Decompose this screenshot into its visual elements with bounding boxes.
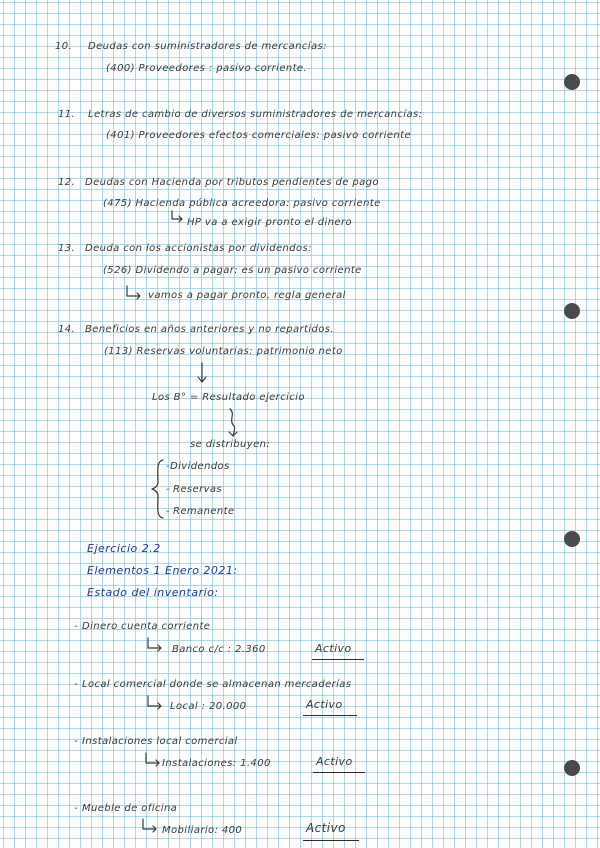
item-note: HP va a exigir pronto el dinero: [187, 217, 353, 228]
arrow-down-icon: [196, 362, 208, 384]
item-title: Beneficios en años anteriores y no repartidos.: [85, 324, 334, 335]
asset-type: Activo: [306, 821, 346, 835]
item-detail: (526) Dividendo a pagar: es un pasivo corriente: [103, 265, 362, 276]
item-title: Letras de cambio de diversos suministradores de mercancías:: [88, 109, 423, 120]
item-note: vamos a pagar pronto, regla general: [148, 290, 346, 301]
exercise-subtitle: Elementos 1 Enero 2021:: [87, 564, 238, 577]
dash-mark: -: [166, 461, 171, 472]
item-number: 14.: [58, 324, 76, 335]
exercise-title: Ejercicio 2.2: [87, 542, 161, 555]
item-detail: (113) Reservas voluntarias: patrimonio neto: [104, 346, 343, 357]
dash-mark: -: [74, 679, 79, 690]
punch-hole: [564, 760, 580, 776]
arrow-return-icon: [143, 752, 161, 768]
arrow-return-icon: [124, 285, 142, 301]
punch-hole: [564, 531, 580, 547]
option-item: Reservas: [173, 484, 223, 495]
dash-mark: -: [166, 506, 171, 517]
item-number: 13.: [58, 243, 76, 254]
arrow-return-icon: [145, 695, 163, 711]
asset-label: Dinero cuenta corriente: [82, 621, 211, 632]
arrow-return-icon: [140, 818, 158, 834]
brace-icon: [150, 458, 166, 520]
punch-hole: [564, 303, 580, 319]
asset-type-underline: [303, 840, 359, 841]
dash-mark: -: [74, 736, 79, 747]
item-number: 10.: [55, 41, 73, 52]
asset-label: Local comercial donde se almacenan mercaderías: [82, 679, 352, 690]
asset-type: Activo: [306, 698, 343, 711]
asset-detail: Instalaciones: 1.400: [162, 758, 271, 769]
asset-type-underline: [303, 715, 357, 716]
option-item: Dividendos: [170, 461, 230, 472]
asset-type: Activo: [316, 755, 353, 768]
option-item: Remanente: [173, 506, 235, 517]
asset-type-underline: [313, 772, 365, 773]
item-detail: (400) Proveedores : pasivo corriente.: [106, 63, 308, 74]
item-title: Deudas con suministradores de mercancías:: [88, 41, 327, 52]
punch-hole: [564, 74, 580, 90]
item-number: 11.: [58, 109, 76, 120]
asset-detail: Mobiliario: 400: [162, 825, 243, 836]
asset-detail: Local : 20.000: [170, 701, 247, 712]
item-title: Deudas con Hacienda por tributos pendientes de pago: [85, 177, 379, 188]
arrow-return-icon: [145, 637, 163, 653]
item-detail: (475) Hacienda pública acreedora: pasivo corriente: [103, 198, 381, 209]
item-number: 12.: [58, 177, 76, 188]
item-detail: (401) Proveedores efectos comerciales: pasivo corriente: [106, 130, 411, 141]
dash-mark: -: [74, 803, 79, 814]
dash-mark: -: [74, 621, 79, 632]
asset-detail: Banco c/c : 2.360: [172, 644, 266, 655]
distribute-label: se distribuyen:: [190, 439, 271, 450]
asset-type-underline: [312, 659, 364, 660]
asset-type: Activo: [315, 642, 352, 655]
formula: Los B° = Resultado ejercicio: [152, 392, 305, 403]
asset-label: Instalaciones local comercial: [82, 736, 238, 747]
asset-label: Mueble de oficina: [82, 803, 178, 814]
arrow-return-icon: [170, 210, 184, 224]
inventory-heading: Estado del inventario:: [87, 586, 219, 599]
curly-arrow-icon: [226, 408, 240, 438]
item-title: Deuda con los accionistas por dividendos:: [85, 243, 312, 254]
dash-mark: -: [166, 484, 171, 495]
